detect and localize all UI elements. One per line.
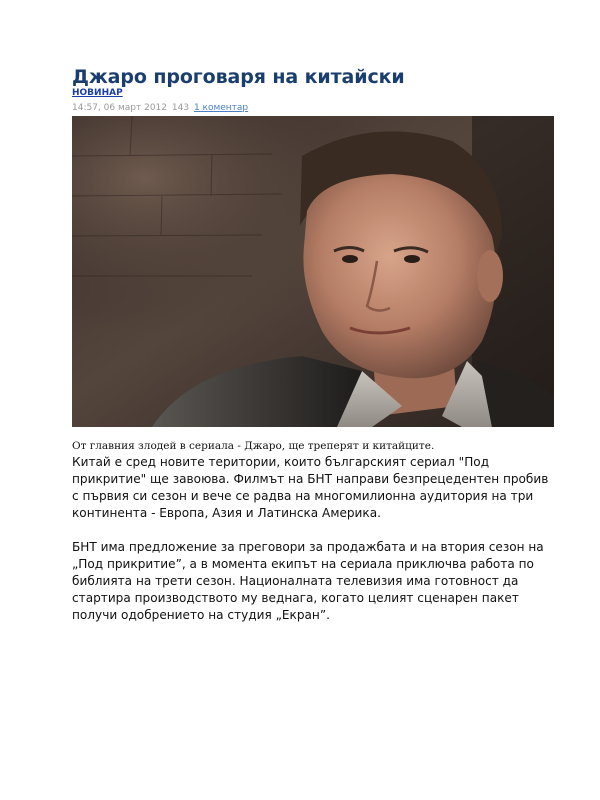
- view-count: 143: [171, 103, 190, 113]
- comments-link[interactable]: 1 коментар: [193, 103, 249, 113]
- image-caption: От главния злодей в сериала - Джаро, ще треперят и китайците.: [72, 440, 435, 452]
- article-body: [72, 454, 556, 624]
- article: [72, 66, 556, 624]
- article-paragraph: БНТ има предложение за преговори за продажбата и на втория сезон на „Под прикритие”, а в момента екипът на сериала приключва работа по библията на трети сезон. Националната телевизия има готовност да стартира производството му веднага, когато целият сценарен пакет получи одобрението на студия „Екран”.: [72, 540, 544, 622]
- article-title: Джаро проговаря на китайски: [72, 66, 405, 88]
- article-photo: [72, 116, 554, 427]
- publish-datetime: 14:57, 06 март 2012: [72, 103, 167, 113]
- article-paragraph: Китай е сред новите територии, които българският сериал "Под прикритие" ще завоюва. Филмът на БНТ направи безпрецедентен пробив с първия си сезон и вече се радва на многомилионна аудитория на три континента - Европа, Азия и Латинска Америка.: [72, 455, 549, 520]
- article-meta: [72, 103, 556, 114]
- category-link[interactable]: НОВИНАР: [72, 88, 123, 98]
